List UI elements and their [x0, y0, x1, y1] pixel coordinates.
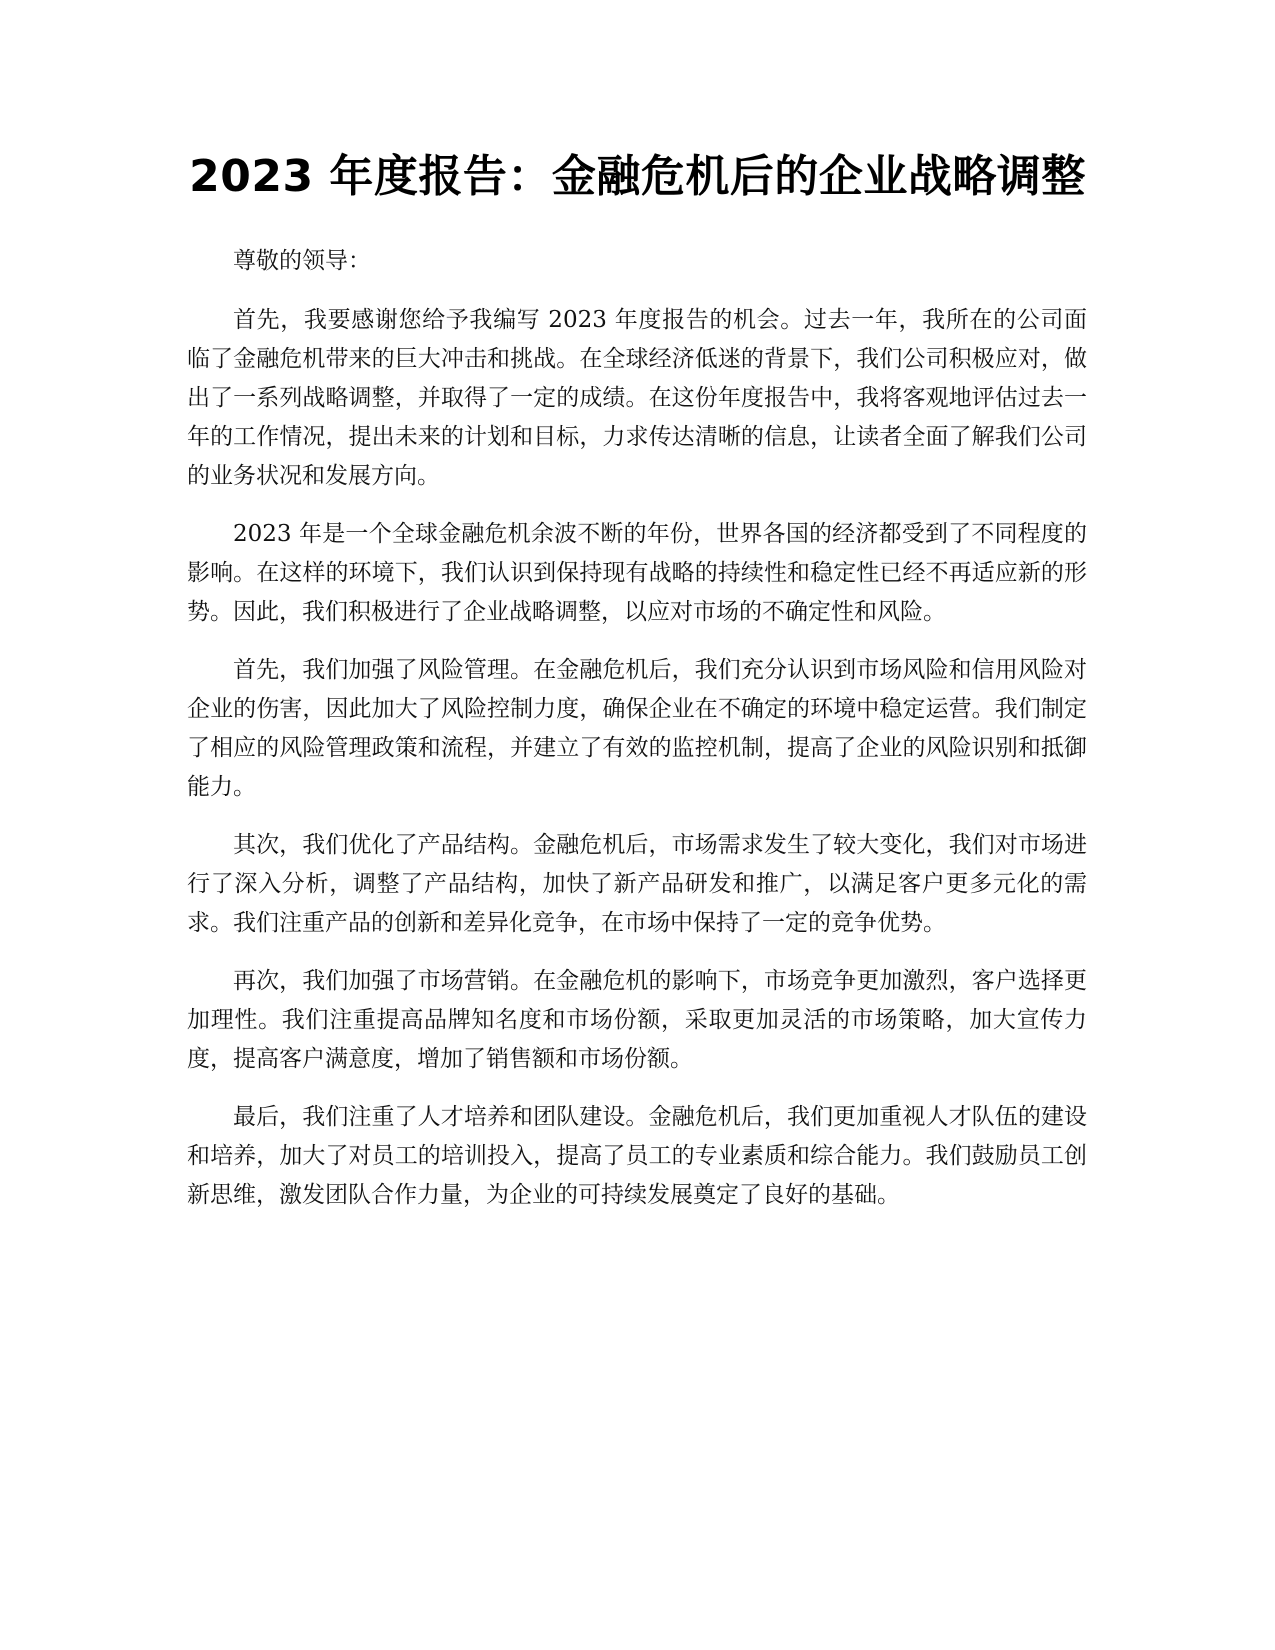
paragraph-background: 2023 年是一个全球金融危机余波不断的年份，世界各国的经济都受到了不同程度的影响。在这样的环境下，我们认识到保持现有战略的持续性和稳定性已经不再适应新的形势。因此，我们积极进行了企业战略调整，以应对市场的不确定性和风险。	[187, 521, 1087, 625]
paragraph-intro: 首先，我要感谢您给予我编写 2023 年度报告的机会。过去一年，我所在的公司面临了金融危机带来的巨大冲击和挑战。在全球经济低迷的背景下，我们公司积极应对，做出了一系列战略调整，并取得了一定的成绩。在这份年度报告中，我将客观地评估过去一年的工作情况，提出未来的计划和目标，力求传达清晰的信息，让读者全面了解我们公司的业务状况和发展方向。	[187, 307, 1087, 489]
salutation: 尊敬的领导：	[233, 248, 371, 274]
paragraph-marketing: 再次，我们加强了市场营销。在金融危机的影响下，市场竞争更加激烈，客户选择更加理性。我们注重提高品牌知名度和市场份额，采取更加灵活的市场策略，加大宣传力度，提高客户满意度，增加了销售额和市场份额。	[187, 968, 1087, 1072]
document-body	[187, 242, 1087, 1234]
paragraph-product-structure: 其次，我们优化了产品结构。金融危机后，市场需求发生了较大变化，我们对市场进行了深入分析，调整了产品结构，加快了新产品研发和推广，以满足客户更多元化的需求。我们注重产品的创新和差异化竞争，在市场中保持了一定的竞争优势。	[187, 832, 1087, 936]
paragraph-talent: 最后，我们注重了人才培养和团队建设。金融危机后，我们更加重视人才队伍的建设和培养，加大了对员工的培训投入，提高了员工的专业素质和综合能力。我们鼓励员工创新思维，激发团队合作力量，为企业的可持续发展奠定了良好的基础。	[187, 1104, 1087, 1208]
paragraph-risk-management: 首先，我们加强了风险管理。在金融危机后，我们充分认识到市场风险和信用风险对企业的伤害，因此加大了风险控制力度，确保企业在不确定的环境中稳定运营。我们制定了相应的风险管理政策和流程，并建立了有效的监控机制，提高了企业的风险识别和抵御能力。	[187, 657, 1087, 800]
document-title: 2023 年度报告：金融危机后的企业战略调整	[189, 151, 1086, 202]
